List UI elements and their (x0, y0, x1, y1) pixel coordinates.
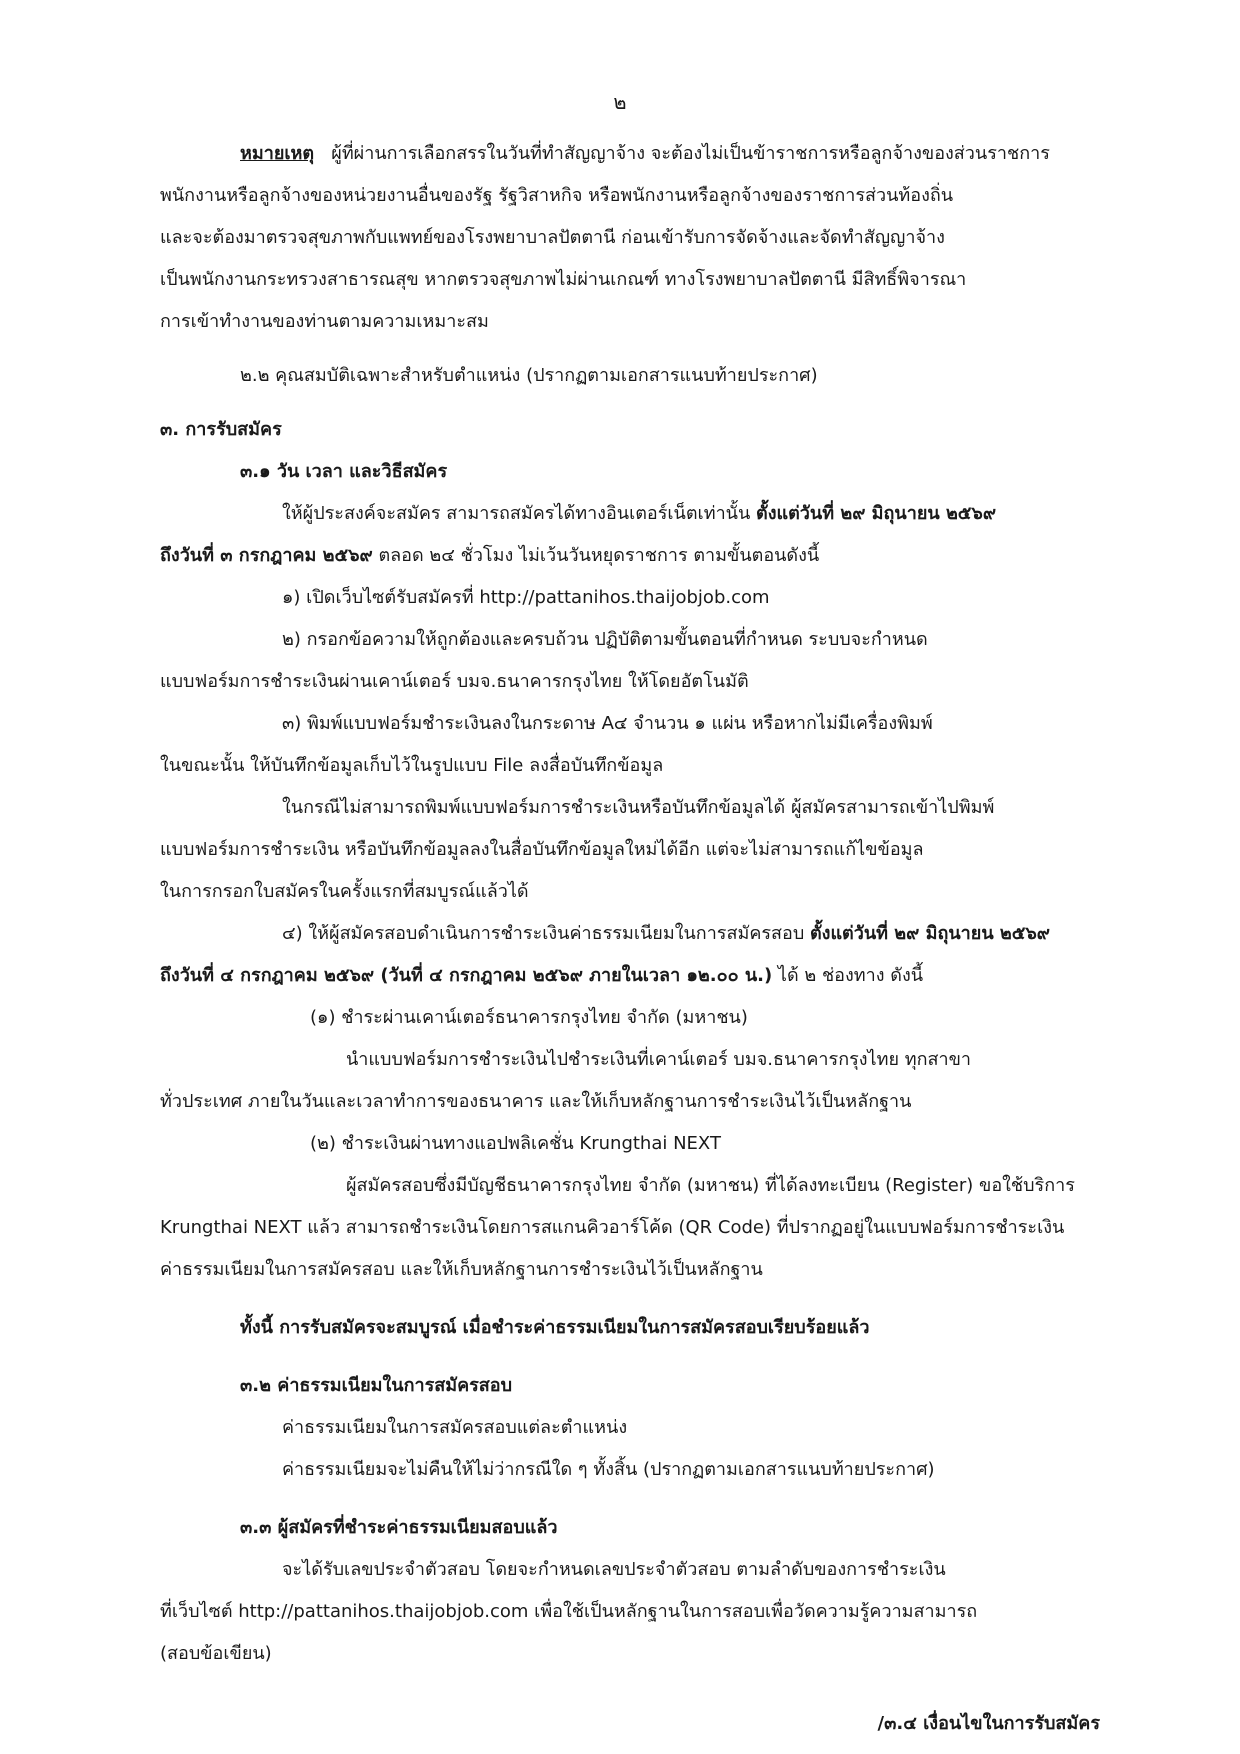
section-2-2-heading: ๒.๒ คุณสมบัติเฉพาะสำหรับตำแหน่ง (ปรากฏตามเอกสารแนบท้ายประกาศ) (240, 365, 818, 386)
s31-p1-text: ให้ผู้ประสงค์จะสมัคร สามารถสมัครได้ทางอินเตอร์เน็ตเท่านั้น (282, 503, 757, 524)
channel-1-heading: (๑) ชำระผ่านเคาน์เตอร์ธนาคารกรุงไทย จำกัด (มหาชน) (310, 1007, 748, 1028)
section-3-2-heading: ๓.๒ ค่าธรรมเนียมในการสมัครสอบ (240, 1375, 513, 1396)
step-4-date-end: ถึงวันที่ ๔ กรกฎาคม ๒๕๖๙ (วันที่ ๔ กรกฎาคม ๒๕๖๙ ภายในเวลา ๑๒.๐๐ น.) (160, 965, 773, 986)
s31-p1-date-start: ตั้งแต่วันที่ ๒๙ มิถุนายน ๒๕๖๙ (756, 503, 997, 524)
fee-line-2: ค่าธรรมเนียมจะไม่คืนให้ไม่ว่ากรณีใด ๆ ทั้งสิ้น (ปรากฏตามเอกสารแนบท้ายประกาศ) (282, 1459, 935, 1480)
step-3-line-1: ๓) พิมพ์แบบฟอร์มชำระเงินลงในกระดาษ A๔ จำนวน ๑ แผ่น หรือหากไม่มีเครื่องพิมพ์ (282, 713, 933, 734)
case-line-3: ในการกรอกใบสมัครในครั้งแรกที่สมบูรณ์แล้วได้ (160, 881, 529, 902)
channel-2-line-1: ผู้สมัครสอบซึ่งมีบัญชีธนาคารกรุงไทย จำกัด (มหาชน) ที่ได้ลงทะเบียน (Register) ขอใช้บริการ (346, 1175, 1075, 1196)
note-line-4: เป็นพนักงานกระทรวงสาธารณสุข หากตรวจสุขภาพไม่ผ่านเกณฑ์ ทางโรงพยาบาลปัตตานี มีสิทธิ์พิจารณา (160, 269, 967, 290)
s31-p1-text-2: ตลอด ๒๔ ชั่วโมง ไม่เว้นวันหยุดราชการ ตามขั้นตอนดังนี้ (372, 545, 820, 566)
channel-1-line-2: ทั่วประเทศ ภายในวันและเวลาทำการของธนาคาร และให้เก็บหลักฐานการชำระเงินไว้เป็นหลักฐาน (160, 1091, 912, 1112)
channel-1-line-1: นำแบบฟอร์มการชำระเงินไปชำระเงินที่เคาน์เตอร์ บมจ.ธนาคารกรุงไทย ทุกสาขา (346, 1049, 972, 1070)
note-label: หมายเหตุ (240, 143, 315, 164)
step-1: ๑) เปิดเว็บไซต์รับสมัครที่ http://pattanihos.thaijobjob.com (282, 587, 770, 608)
step-4-line-1 (282, 920, 1050, 948)
channel-2-heading: (๒) ชำระเงินผ่านทางแอปพลิเคชั่น Krungthai NEXT (310, 1133, 721, 1154)
step-2-line-2: แบบฟอร์มการชำระเงินผ่านเคาน์เตอร์ บมจ.ธนาคารกรุงไทย ให้โดยอัตโนมัติ (160, 671, 749, 692)
next-page-continuation: /๓.๔ เงื่อนไขในการรับสมัคร (877, 1713, 1100, 1734)
step-4-date-start: ตั้งแต่วันที่ ๒๙ มิถุนายน ๒๕๖๙ (809, 923, 1050, 944)
channel-2-line-2: Krungthai NEXT แล้ว สามารถชำระเงินโดยการสแกนคิวอาร์โค้ด (QR Code) ที่ปรากฏอยู่ในแบบฟอร์มการชำระเงิน (160, 1217, 1065, 1238)
s31-paragraph-line-2 (160, 542, 819, 570)
case-line-2: แบบฟอร์มการชำระเงิน หรือบันทึกข้อมูลลงในสื่อบันทึกข้อมูลใหม่ได้อีก แต่จะไม่สามารถแก้ไขข้อมูล (160, 839, 924, 860)
step-4-text-2: ได้ ๒ ช่องทาง ดังนี้ (772, 965, 924, 986)
application-summary: ทั้งนี้ การรับสมัครจะสมบูรณ์ เมื่อชำระค่าธรรมเนียมในการสมัครสอบเรียบร้อยแล้ว (240, 1317, 870, 1338)
section-3-1-heading: ๓.๑ วัน เวลา และวิธีสมัคร (240, 461, 448, 482)
step-4-text: ๔) ให้ผู้สมัครสอบดำเนินการชำระเงินค่าธรรมเนียมในการสมัครสอบ (282, 923, 810, 944)
note-line-3: และจะต้องมาตรวจสุขภาพกับแพทย์ของโรงพยาบาลปัตตานี ก่อนเข้ารับการจัดจ้างและจัดทำสัญญาจ้าง (160, 227, 945, 248)
note-line-2: พนักงานหรือลูกจ้างของหน่วยงานอื่นของรัฐ รัฐวิสาหกิจ หรือพนักงานหรือลูกจ้างของราชการส่วนท้องถิ่น (160, 185, 954, 206)
note-line-1 (240, 140, 1050, 168)
step-2-line-1: ๒) กรอกข้อความให้ถูกต้องและครบถ้วน ปฏิบัติตามขั้นตอนที่กำหนด ระบบจะกำหนด (282, 629, 928, 650)
s33-line-2: ที่เว็บไซต์ http://pattanihos.thaijobjob.com เพื่อใช้เป็นหลักฐานในการสอบเพื่อวัดความรู้ความสามารถ (160, 1601, 978, 1622)
case-line-1: ในกรณีไม่สามารถพิมพ์แบบฟอร์มการชำระเงินหรือบันทึกข้อมูลได้ ผู้สมัครสามารถเข้าไปพิมพ์ (282, 797, 995, 818)
note-line-5: การเข้าทำงานของท่านตามความเหมาะสม (160, 311, 489, 332)
note-text-1: ผู้ที่ผ่านการเลือกสรรในวันที่ทำสัญญาจ้าง จะต้องไม่เป็นข้าราชการหรือลูกจ้างของส่วนราชการ (331, 143, 1050, 164)
section-3-heading: ๓. การรับสมัคร (160, 419, 282, 440)
channel-2-line-3: ค่าธรรมเนียมในการสมัครสอบ และให้เก็บหลักฐานการชำระเงินไว้เป็นหลักฐาน (160, 1259, 763, 1280)
s31-paragraph-line-1 (282, 500, 996, 528)
section-3-3-heading: ๓.๓ ผู้สมัครที่ชำระค่าธรรมเนียมสอบแล้ว (240, 1517, 558, 1538)
step-3-line-2: ในขณะนั้น ให้บันทึกข้อมูลเก็บไว้ในรูปแบบ File ลงสื่อบันทึกข้อมูล (160, 755, 664, 776)
step-4-line-2 (160, 962, 923, 990)
s33-line-3: (สอบข้อเขียน) (160, 1643, 272, 1664)
s31-p1-date-end: ถึงวันที่ ๓ กรกฎาคม ๒๕๖๙ (160, 545, 373, 566)
fee-line-1: ค่าธรรมเนียมในการสมัครสอบแต่ละตำแหน่ง (282, 1417, 628, 1438)
s33-line-1: จะได้รับเลขประจำตัวสอบ โดยจะกำหนดเลขประจำตัวสอบ ตามลำดับของการชำระเงิน (282, 1559, 946, 1580)
page-number: ๒ (613, 90, 627, 114)
